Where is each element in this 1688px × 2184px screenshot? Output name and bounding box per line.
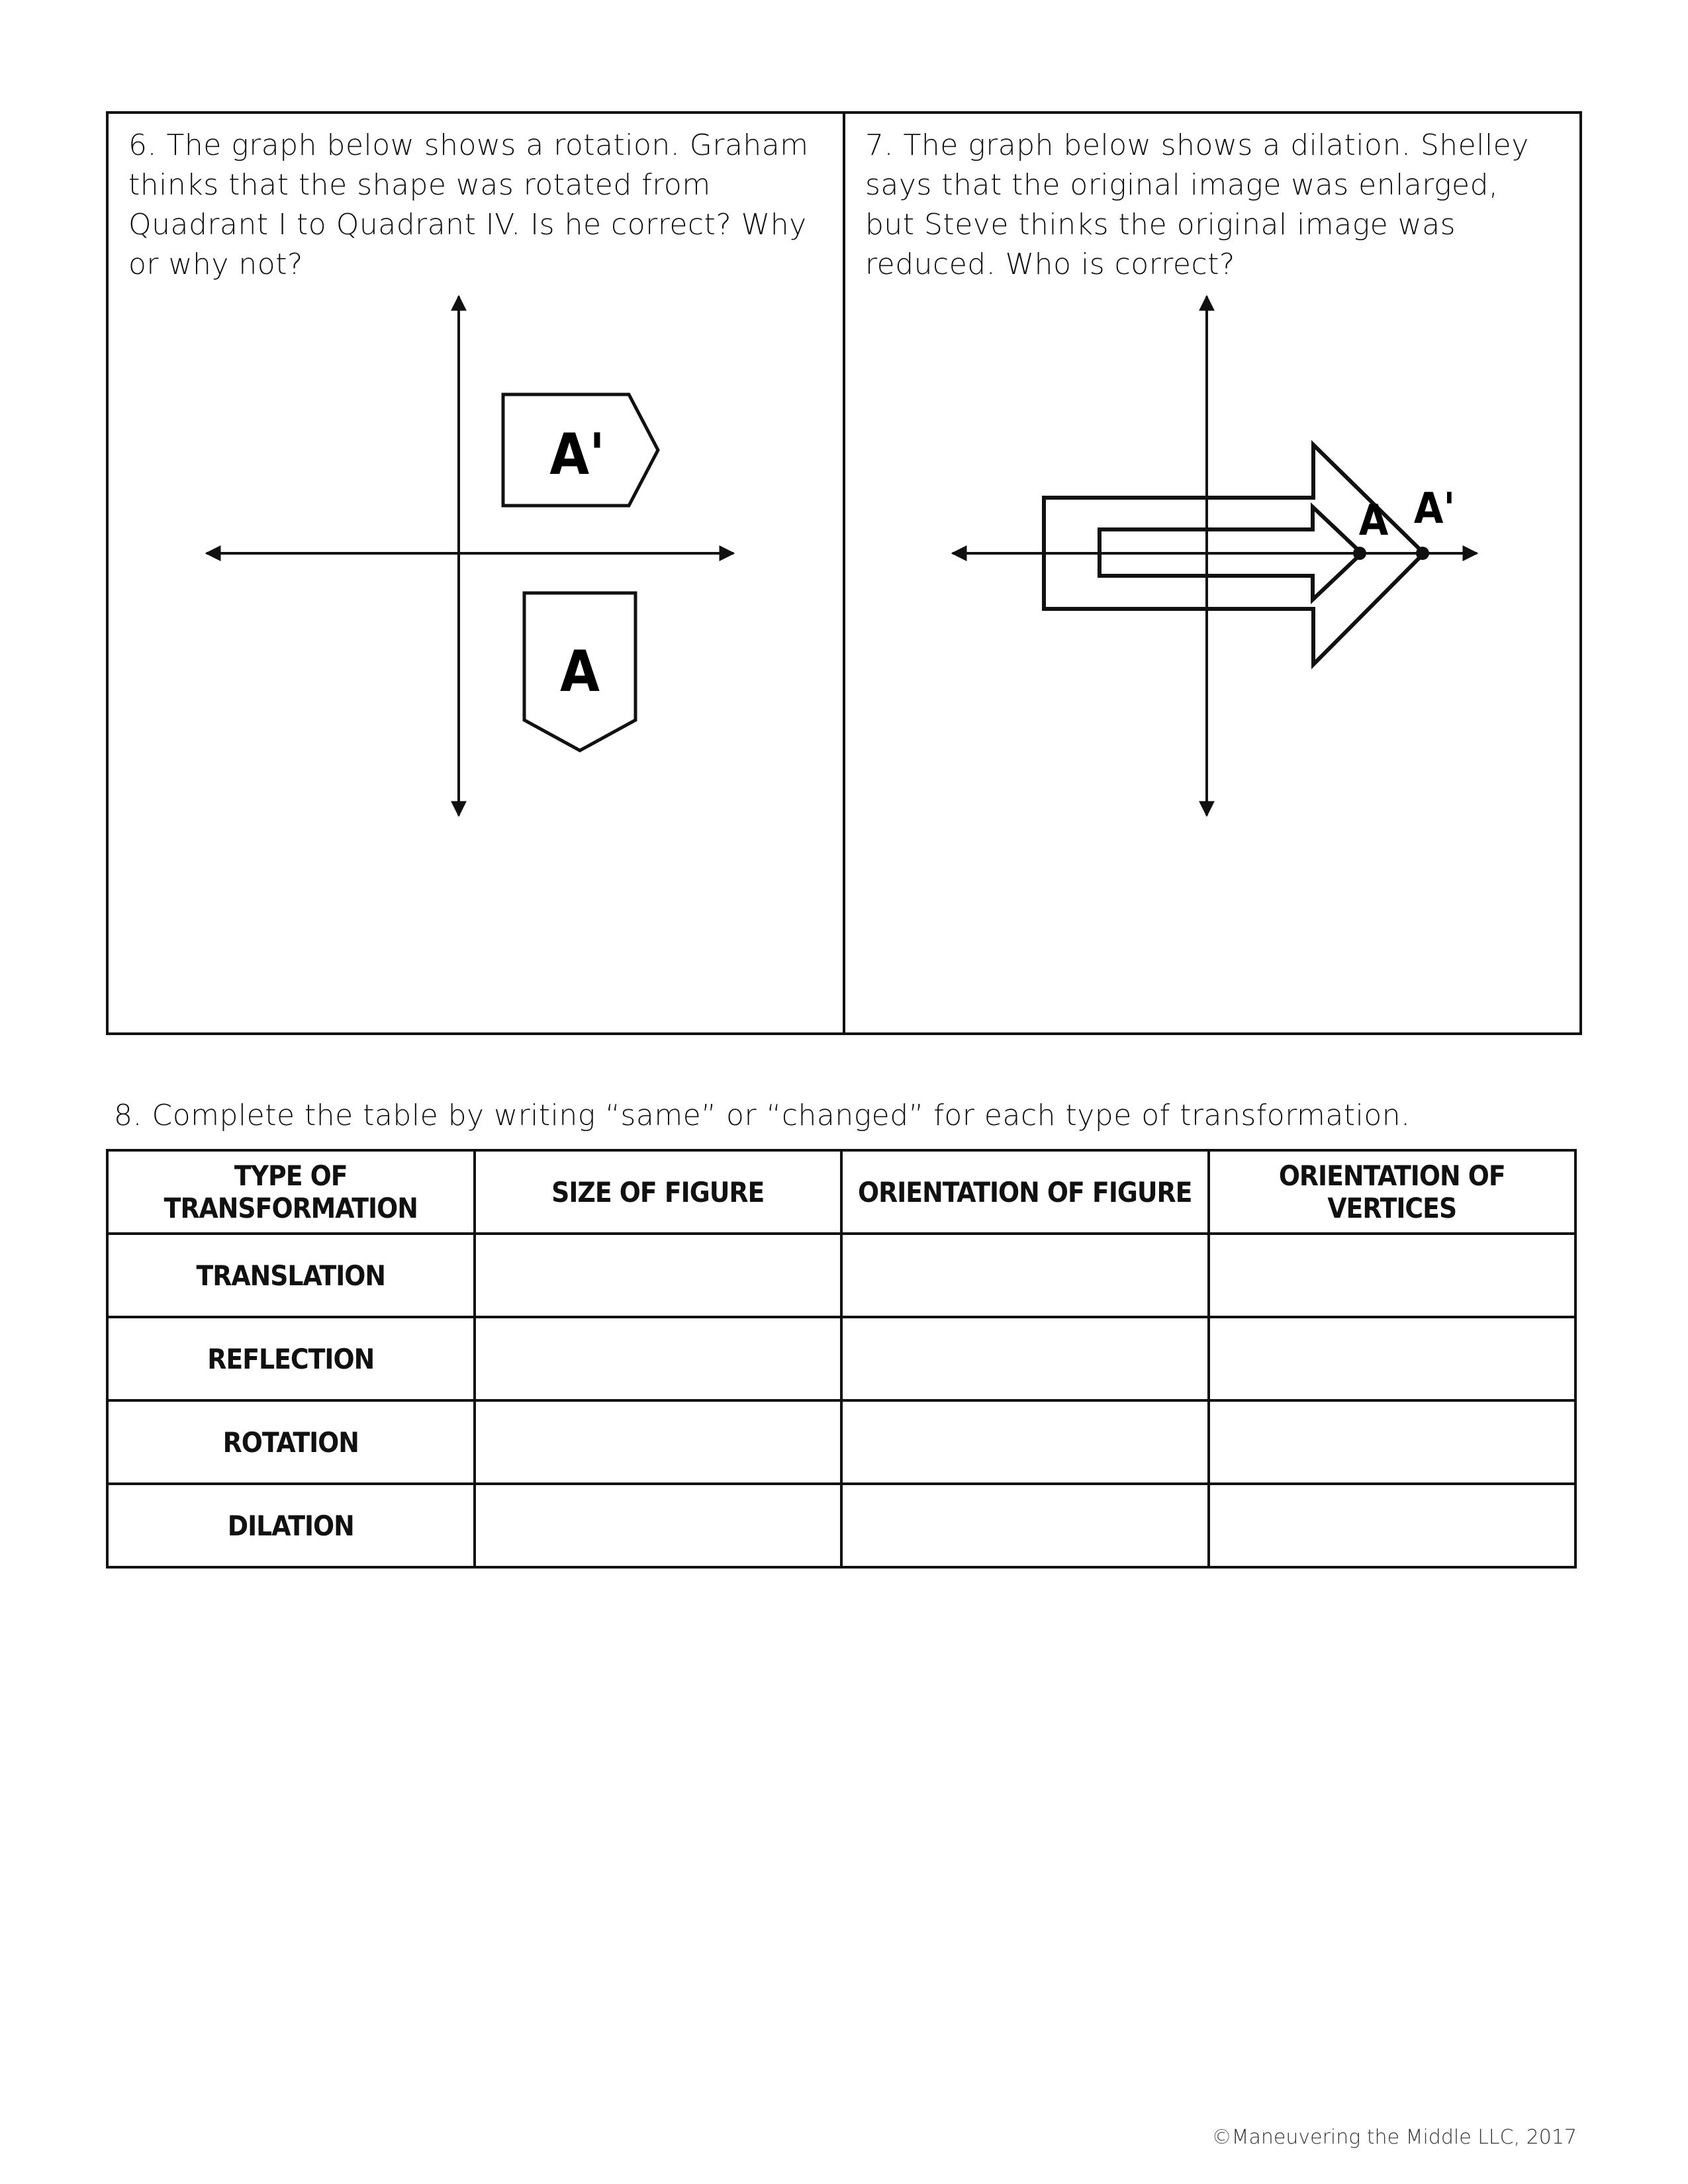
row-label: ROTATION bbox=[107, 1400, 475, 1484]
vertex-a bbox=[1353, 547, 1366, 560]
problems-box bbox=[106, 111, 1582, 1035]
problem-7-cell bbox=[843, 114, 1579, 1032]
answer-cell-orientation-vertices[interactable] bbox=[1209, 1400, 1576, 1484]
row-label: REFLECTION bbox=[107, 1317, 475, 1400]
problem-6-prompt: 6. The graph below shows a rotation. Graham thinks that the shape was rotated from Quadrant I to Quadrant IV. Is he correct? Why or why not? bbox=[128, 128, 809, 281]
transformation-table bbox=[106, 1149, 1577, 1569]
row-label: TRANSLATION bbox=[107, 1234, 475, 1317]
label-a: A bbox=[1358, 496, 1389, 545]
table-header-row bbox=[107, 1150, 1575, 1234]
vertex-a-prime bbox=[1416, 547, 1429, 560]
answer-cell-orientation-figure[interactable] bbox=[841, 1400, 1209, 1484]
problem-7-prompt: 7. The graph below shows a dilation. Shelley says that the original image was enlarged, but Steve thinks the original image was reduced. Who is correct? bbox=[865, 128, 1529, 281]
rotation-graph bbox=[109, 114, 845, 1032]
answer-cell-orientation-vertices[interactable] bbox=[1209, 1484, 1576, 1567]
answer-cell-size[interactable] bbox=[475, 1484, 842, 1567]
column-header: ORIENTATION OF FIGURE bbox=[841, 1150, 1209, 1234]
dilation-graph bbox=[845, 114, 1582, 1032]
label-a-prime: A' bbox=[1413, 484, 1456, 533]
label-a-prime: A' bbox=[549, 422, 605, 488]
column-header: ORIENTATION OF VERTICES bbox=[1209, 1150, 1576, 1234]
label-a: A bbox=[560, 639, 600, 705]
answer-cell-size[interactable] bbox=[475, 1317, 842, 1400]
answer-cell-size[interactable] bbox=[475, 1234, 842, 1317]
problem-6-cell bbox=[109, 114, 843, 1032]
table-row bbox=[107, 1484, 1575, 1567]
column-header: SIZE OF FIGURE bbox=[475, 1150, 842, 1234]
answer-cell-orientation-figure[interactable] bbox=[841, 1317, 1209, 1400]
column-header: TYPE OF TRANSFORMATION bbox=[107, 1150, 475, 1234]
table-row bbox=[107, 1234, 1575, 1317]
answer-cell-size[interactable] bbox=[475, 1400, 842, 1484]
table-row bbox=[107, 1317, 1575, 1400]
answer-cell-orientation-figure[interactable] bbox=[841, 1484, 1209, 1567]
answer-cell-orientation-figure[interactable] bbox=[841, 1234, 1209, 1317]
copyright-footer: ©Maneuvering the Middle LLC, 2017 bbox=[1211, 2126, 1577, 2149]
problem-8-instruction: 8. Complete the table by writing “same” or “changed” for each type of transformation. bbox=[114, 1099, 1411, 1132]
answer-cell-orientation-vertices[interactable] bbox=[1209, 1234, 1576, 1317]
row-label: DILATION bbox=[107, 1484, 475, 1567]
table-row bbox=[107, 1400, 1575, 1484]
answer-cell-orientation-vertices[interactable] bbox=[1209, 1317, 1576, 1400]
